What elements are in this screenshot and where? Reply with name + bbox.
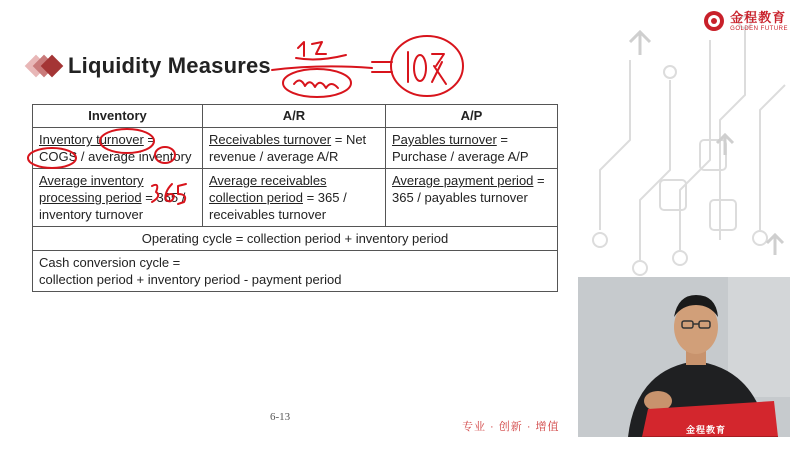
table-row [33,251,558,292]
title-diamond-icon [26,52,64,80]
golden-future-logo-icon [703,10,725,32]
inventory-turnover-cell [33,128,203,169]
background-circuit-pattern [560,0,800,290]
collection-period-cell [203,169,386,227]
inventory-turnover-term: Inventory turnover [39,132,144,147]
payment-period-formula: = 365 / payables turnover [392,173,545,205]
table-row [33,227,558,251]
laptop-logo-label: 金程教育 [686,425,727,435]
page-number: 6-13 [270,411,291,423]
payment-period-cell [386,169,558,227]
receivables-turnover-cell [203,128,386,169]
payables-turnover-term: Payables turnover [392,132,497,147]
table-row [33,169,558,227]
inventory-period-formula: = 365 / inventory turnover [39,190,186,222]
table-header-row [33,105,558,128]
payment-period-term: Average payment period [392,173,534,188]
table-row [33,128,558,169]
payables-turnover-formula: = Purchase / average A/P [392,132,529,164]
brand-logo [703,10,788,32]
inventory-turnover-formula: = COGS / average inventory [39,132,192,164]
header-ap: A/P [386,105,558,128]
collection-period-term: Average receivables collection period [209,173,327,205]
logo-name-en: GOLDEN FUTURE [730,25,788,32]
logo-name-cn: 金程教育 [730,9,787,25]
footer-slogan: 专业 · 创新 · 增值 [462,421,560,433]
liquidity-measures-table [32,104,558,292]
slide-title-row [26,52,271,80]
cash-conversion-cycle-cell [33,251,558,292]
cash-cycle-line-2: collection period + inventory period - payment period [39,272,342,287]
slide-title: Liquidity Measures [68,53,271,78]
inventory-period-term: Average inventory processing period [39,173,144,205]
collection-period-formula: = 365 / receivables turnover [209,190,347,222]
payables-turnover-cell [386,128,558,169]
header-ar: A/R [203,105,386,128]
inventory-period-cell [33,169,203,227]
operating-cycle-cell: Operating cycle = collection period + inventory period [33,227,558,251]
header-inventory: Inventory [33,105,203,128]
receivables-turnover-term: Receivables turnover [209,132,332,147]
presenter-figure [578,277,790,437]
receivables-turnover-formula: = Net revenue / average A/R [209,132,367,164]
cash-cycle-line-1: Cash conversion cycle = [39,255,181,270]
presenter-video [578,277,790,437]
